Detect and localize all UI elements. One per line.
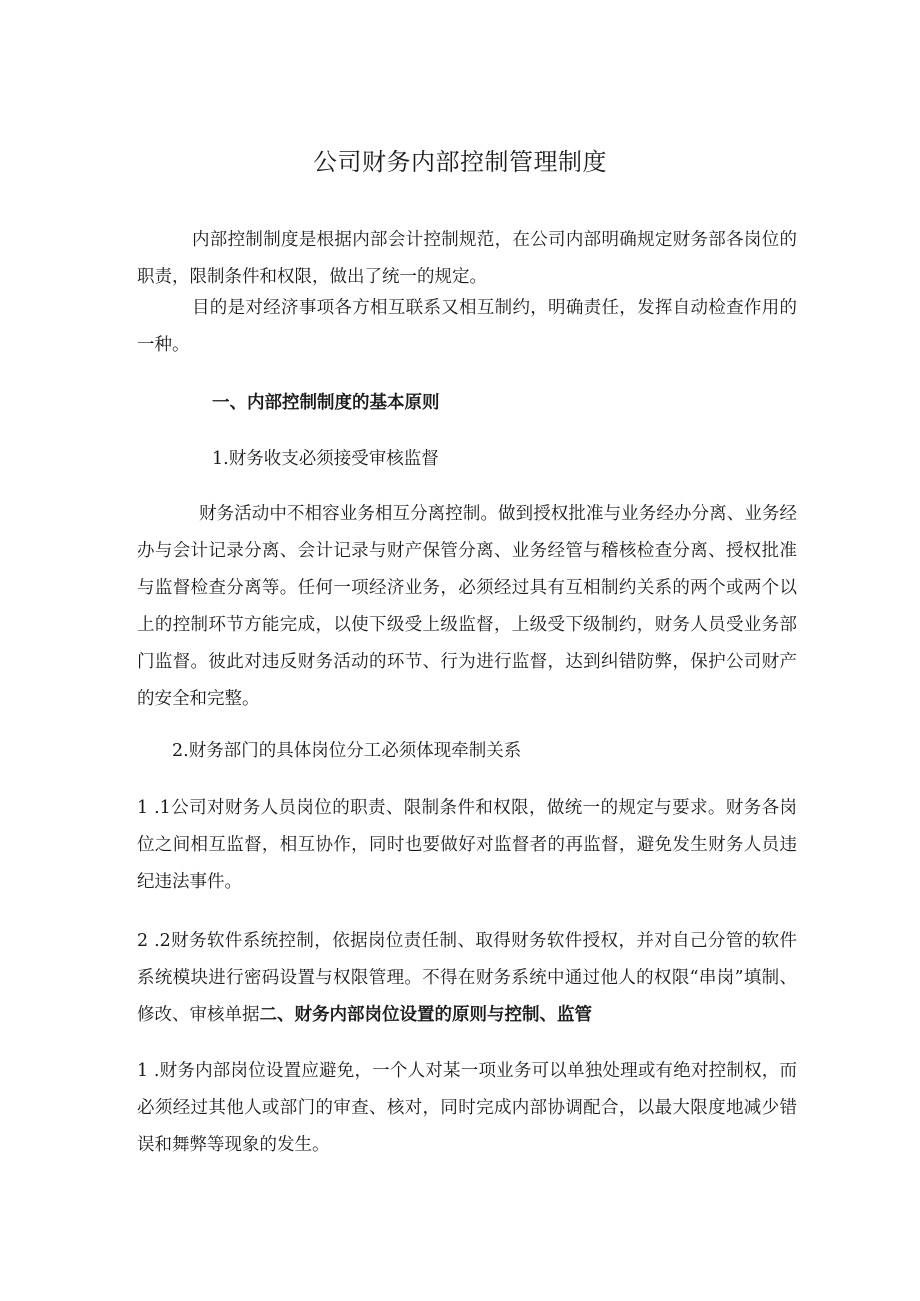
subsection-2-heading: 2.财务部门的具体岗位分工必须体现牵制关系 xyxy=(172,741,522,761)
intro-paragraph-1: 内部控制制度是根据内部会计控制规范，在公司内部明确规定财务部各岗位的职责，限制条件和权限，做出了统一的规定。 xyxy=(137,230,797,287)
document-title: 公司财务内部控制管理制度 xyxy=(313,148,607,176)
subsection-1-body: 财务活动中不相容业务相互分离控制。做到授权批准与业务经办分离、业务经办与会计记录分离、会计记录与财产保管分离、业务经管与稽核检查分离、授权批准与监督检查分离等。任何一项经济业务，必须经过具有互相制约关系的两个或两个以上的控制环节方能完成，以使下级受上级监督，上级受下级制约，财务人员受业务部门监督。彼此对违反财务活动的环节、行为进行监督，达到纠错防弊，保护公司财产的安全和完整。 xyxy=(137,504,797,709)
item-1-1-paragraph: 1 .1公司对财务人员岗位的职责、限制条件和权限，做统一的规定与要求。财务各岗位之间相互监督，相互协作，同时也要做好对监督者的再监督，避免发生财务人员违纪违法事件。 xyxy=(137,798,797,892)
intro-paragraph-2: 目的是对经济事项各方相互联系又相互制约，明确责任，发挥自动检查作用的一种。 xyxy=(137,298,797,355)
section-1-heading: 一、内部控制制度的基本原则 xyxy=(212,393,440,413)
item-2-2-text: 2 .2财务软件系统控制，依据岗位责任制、取得财务软件授权，并对自己分管的软件系统模块进行密码设置与权限管理。不得在财务系统中通过他人的权限“串岗”填制、修改、审核单据 xyxy=(137,931,797,1025)
section-2-heading: 二、财务内部岗位设置的原则与控制、监管 xyxy=(259,1005,592,1025)
item-2-2-paragraph xyxy=(137,923,797,1034)
subsection-1-heading: 1.财务收支必须接受审核监督 xyxy=(212,449,439,469)
section-2-item-1-paragraph: 1 .财务内部岗位设置应避免，一个人对某一项业务可以单独处理或有绝对控制权，而必须经过其他人或部门的审查、核对，同时完成内部协调配合，以最大限度地减少错误和舞弊等现象的发生。 xyxy=(137,1061,797,1155)
